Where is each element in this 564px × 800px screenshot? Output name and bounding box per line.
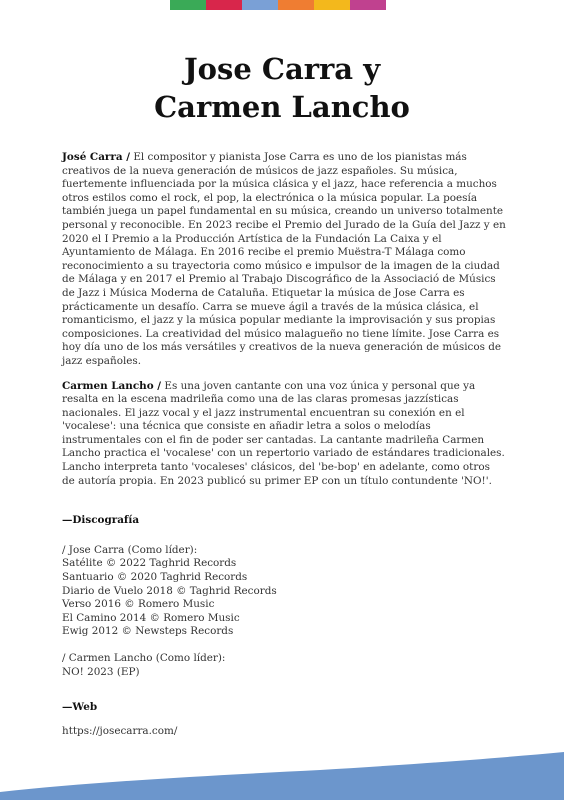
main-content [62, 151, 506, 738]
discography-jose [62, 544, 506, 639]
bio-carmen-name: Carmen Lancho / [62, 379, 162, 392]
color-swatch-magenta [350, 0, 386, 10]
bio-carmen-text: Es una joven cantante con una voz única y personal que ya resalta en la escena madrileña como una de las claras promesas jazzísticas nacionales. El jazz vocal y el jazz instrumental encuentran su conexión en el 'vocalese': una técnica que consiste en añadir letra a solos o melodías instrumentales con el fin de poder ser cantadas. La cantante madrileña Carmen Lancho practica el 'vocalese' con un repertorio variado de estándares tradicionales. Lancho interpreta tanto 'vocaleses' clásicos, del 'be-bop' en adelante, como otros de autoría propia. En 2023 publicó su primer EP con un título contundente 'NO!'. [62, 379, 505, 487]
page-title [0, 50, 564, 126]
discography-item: El Camino 2014 © Romero Music [62, 611, 240, 624]
color-swatch-yellow [314, 0, 350, 10]
discography-item: Verso 2016 © Romero Music [62, 598, 215, 611]
discography-item: NO! 2023 (EP) [62, 665, 140, 678]
bio-carmen-lancho [62, 380, 506, 489]
discography-carmen-heading: / Carmen Lancho (Como líder): [62, 652, 226, 664]
discography-item: Santuario © 2020 Taghrid Records [62, 571, 248, 584]
color-swatch-blue [242, 0, 278, 10]
discography-item: Ewig 2012 © Newsteps Records [62, 625, 234, 638]
bio-jose-carra [62, 151, 506, 369]
footer-wave [0, 740, 564, 800]
color-stripe [170, 0, 386, 10]
discography-heading: —Discografía [62, 514, 140, 527]
color-swatch-green [170, 0, 206, 10]
color-swatch-red [206, 0, 242, 10]
web-heading: —Web [62, 701, 98, 714]
title-line-1: Jose Carra y [183, 52, 381, 86]
discography-item: Diario de Vuelo 2018 © Taghrid Records [62, 584, 277, 597]
discography-jose-heading: / Jose Carra (Como líder): [62, 543, 198, 556]
discography-carmen [62, 652, 506, 679]
title-line-2: Carmen Lancho [154, 90, 410, 124]
bio-jose-name: José Carra / [62, 151, 131, 163]
website-link[interactable]: https://josecarra.com/ [62, 724, 178, 737]
discography-item: Satélite © 2022 Taghrid Records [62, 557, 237, 570]
bio-jose-text: El compositor y pianista Jose Carra es uno de los pianistas más creativos de la nueva generación de músicos de jazz españoles. Su música, fuertemente influenciada por la música clásica y el jazz, hace referencia a muchos otros estilos como el rock, el pop, la electrónica o la música popular. La poesía también juega un papel fundamental en su música, creando un universo totalmente personal y reconocible. En 2023 recibe el Premio del Jurado de la Guía del Jazz y en 2020 el I Premio a la Producción Artística de la Fundación La Caixa y el Ayuntamiento de Málaga. En 2016 recibe el premio Muëstra-T Málaga como reconocimiento a su trayectoria como músico e impulsor de la imagen de la ciudad de Málaga y en 2017 el Premio al Trabajo Discográfico de la Associació de Músics de Jazz i Música Moderna de Cataluña. Etiquetar la música de Jose Carra es prácticamente un desafío. Carra se mueve ágil a través de la música clásica, el romanticismo, el jazz y la música popular mediante la improvisación y sus propias composiciones. La creatividad del músico malagueño no tiene límite. Jose Carra es hoy día uno de los más versátiles y creativos de la nueva generación de músicos de jazz españoles. [62, 151, 506, 367]
color-swatch-orange [278, 0, 314, 10]
